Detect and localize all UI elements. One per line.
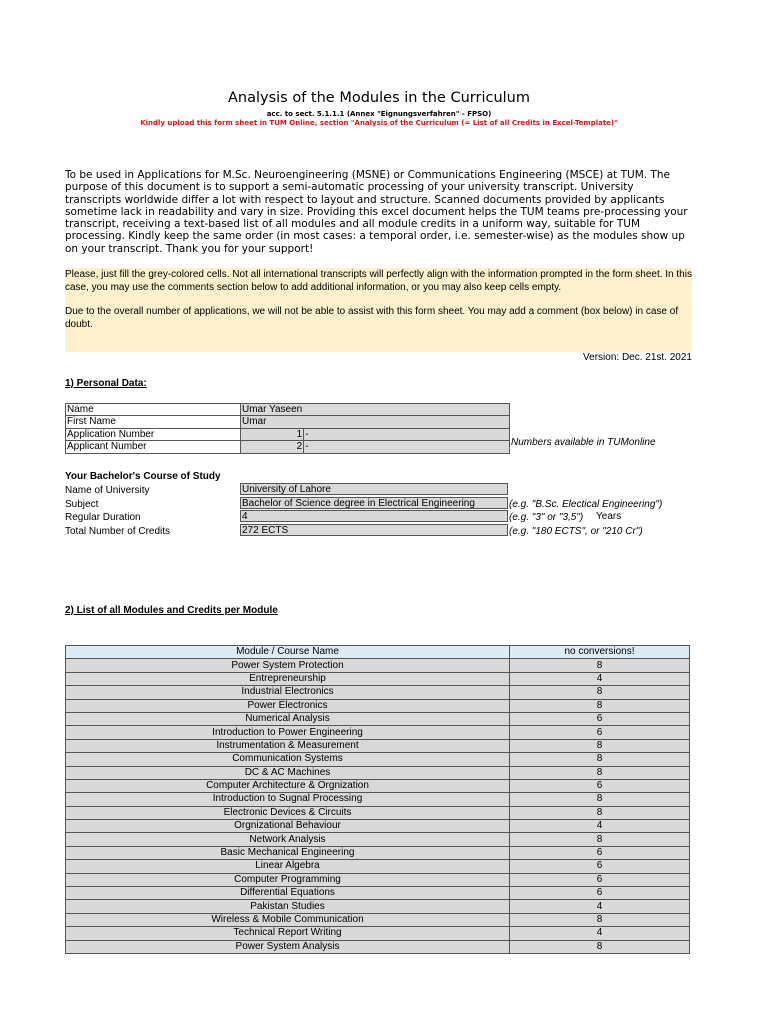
module-name-cell[interactable]: Communication Systems	[66, 753, 510, 766]
module-credits-cell[interactable]: 6	[510, 887, 690, 900]
module-credits-cell[interactable]: 4	[510, 900, 690, 913]
module-name-cell[interactable]: Computer Programming	[66, 873, 510, 886]
table-row	[66, 404, 510, 416]
module-credits-cell[interactable]: 6	[510, 860, 690, 873]
modules-table	[65, 645, 690, 954]
first-name-field[interactable]: Umar	[241, 416, 510, 428]
upload-instruction: Kindly upload this form sheet in TUM Online, section "Analysis of the Curriculum (= List of all Credits in Excel-Template)"	[140, 119, 618, 127]
table-row	[66, 873, 690, 886]
table-row	[66, 900, 690, 913]
first-name-label: First Name	[66, 416, 241, 428]
module-name-header: Module / Course Name	[66, 646, 510, 659]
module-credits-cell[interactable]: 8	[510, 739, 690, 752]
table-row	[66, 820, 690, 833]
table-row	[66, 659, 690, 672]
duration-unit: Years	[596, 511, 622, 522]
table-row	[66, 416, 510, 428]
module-name-cell[interactable]: DC & AC Machines	[66, 766, 510, 779]
table-row	[66, 846, 690, 859]
subject-field[interactable]: Bachelor of Science degree in Electrical Engineering	[240, 497, 508, 509]
table-row	[66, 753, 690, 766]
module-credits-cell[interactable]: 6	[510, 712, 690, 725]
version-label: Version: Dec. 21st. 2021	[583, 352, 692, 363]
name-label: Name	[66, 404, 241, 416]
module-name-cell[interactable]: Numerical Analysis	[66, 712, 510, 725]
modules-heading: 2) List of all Modules and Credits per Module	[65, 605, 278, 616]
table-row	[66, 860, 690, 873]
table-row	[66, 672, 690, 685]
module-credits-cell[interactable]: 6	[510, 846, 690, 859]
bachelor-row	[65, 511, 705, 524]
bachelor-heading: Your Bachelor's Course of Study	[65, 471, 221, 482]
table-row	[66, 913, 690, 926]
table-row	[66, 806, 690, 819]
module-credits-cell[interactable]: 6	[510, 726, 690, 739]
module-name-cell[interactable]: Power Electronics	[66, 699, 510, 712]
module-credits-cell[interactable]: 4	[510, 820, 690, 833]
table-row	[66, 739, 690, 752]
personal-data-heading: 1) Personal Data:	[65, 378, 147, 389]
module-name-cell[interactable]: Introduction to Sugnal Processing	[66, 793, 510, 806]
modules-table-body	[66, 659, 690, 954]
module-credits-cell[interactable]: 4	[510, 927, 690, 940]
applicant-number-label: Applicant Number	[66, 441, 241, 453]
bachelor-row	[65, 484, 705, 497]
intro-text	[65, 169, 693, 255]
module-name-cell[interactable]: Technical Report Writing	[66, 927, 510, 940]
module-name-cell[interactable]: Wireless & Mobile Communication	[66, 913, 510, 926]
subject-hint: (e.g. "B.Sc. Electical Engineering")	[509, 498, 663, 510]
table-row	[66, 686, 690, 699]
module-name-cell[interactable]: Power System Protection	[66, 659, 510, 672]
bachelor-row	[65, 525, 705, 538]
module-credits-cell[interactable]: 8	[510, 753, 690, 766]
module-name-cell[interactable]: Basic Mechanical Engineering	[66, 846, 510, 859]
credits-header: no conversions!	[510, 646, 690, 659]
application-number-label: Application Number	[66, 428, 241, 440]
module-credits-cell[interactable]: 8	[510, 806, 690, 819]
table-row	[66, 940, 690, 953]
table-row	[66, 779, 690, 792]
name-field[interactable]: Umar Yaseen	[241, 404, 510, 416]
module-credits-cell[interactable]: 8	[510, 766, 690, 779]
table-row	[66, 766, 690, 779]
page-title: Analysis of the Modules in the Curriculum	[228, 90, 530, 106]
page-subtitle: acc. to sect. 5.1.1.1 (Annex "Eignungsverfahren" - FPSO)	[266, 110, 492, 118]
module-credits-cell[interactable]: 8	[510, 940, 690, 953]
application-number-field[interactable]: 1	[241, 428, 304, 440]
intro-paragraph: To be used in Applications for M.Sc. Neuroengineering (MSNE) or Communications Engineering (MSCE) at TUM. The purpose of this document is to support a semi-automatic processing of your university transcript. University transcripts worldwide differ a lot with respect to layout and structure. Scanned documents provided by applicants sometime lack in readability and vary in size. Providing this excel document helps the TUM teams pre-processing your transcript, receiving a text-based list of all modules and all module credits in a uniform way, suitable for TUM processing. Kindly keep the same order (in most cases: a temporal order, i.e. semester-wise) as the modules show up on your transcript. Thank you for your support!	[65, 169, 688, 255]
module-name-cell[interactable]: Computer Architecture & Orgnization	[66, 779, 510, 792]
module-credits-cell[interactable]: 8	[510, 686, 690, 699]
module-credits-cell[interactable]: 8	[510, 833, 690, 846]
table-row	[66, 833, 690, 846]
numbers-note: Numbers available in TUMonline	[511, 437, 656, 448]
table-row	[66, 712, 690, 725]
personal-data-table	[65, 403, 510, 454]
module-name-cell[interactable]: Linear Algebra	[66, 860, 510, 873]
bachelor-row	[65, 498, 705, 511]
duration-label: Regular Duration	[65, 512, 141, 523]
module-name-cell[interactable]: Power System Analysis	[66, 940, 510, 953]
module-credits-cell[interactable]: 8	[510, 793, 690, 806]
duration-hint: (e.g. "3" or "3,5")	[509, 512, 584, 523]
module-name-cell[interactable]: Introduction to Power Engineering	[66, 726, 510, 739]
university-field[interactable]: University of Lahore	[240, 483, 508, 495]
university-label: Name of University	[65, 485, 150, 496]
module-name-cell[interactable]: Entrepreneurship	[66, 672, 510, 685]
module-credits-cell[interactable]: 4	[510, 672, 690, 685]
table-row	[66, 887, 690, 900]
module-credits-cell[interactable]: 6	[510, 779, 690, 792]
table-row	[66, 699, 690, 712]
module-name-cell[interactable]: Electronic Devices & Circuits	[66, 806, 510, 819]
module-credits-cell[interactable]: 6	[510, 873, 690, 886]
table-row	[66, 726, 690, 739]
table-row	[66, 793, 690, 806]
module-name-cell[interactable]: Network Analysis	[66, 833, 510, 846]
applicant-number-field[interactable]: 2	[241, 441, 304, 453]
module-credits-cell[interactable]: 8	[510, 699, 690, 712]
credits-field[interactable]: 272 ECTS	[240, 524, 508, 536]
instructions-paragraph-2: Due to the overall number of applications, we will not be able to assist with this form sheet. You may add a comment (box below) in case of doubt.	[65, 306, 679, 330]
table-header-row	[66, 646, 690, 659]
credits-label: Total Number of Credits	[65, 525, 171, 537]
table-row	[66, 927, 690, 940]
duration-value: 4	[242, 511, 248, 522]
module-name-cell[interactable]: Industrial Electronics	[66, 686, 510, 699]
credits-hint: (e.g. "180 ECTS", or "210 Cr")	[509, 525, 643, 537]
module-name-cell[interactable]: Pakistan Studies	[66, 900, 510, 913]
instructions-paragraph-1: Please, just fill the grey-colored cells. Not all international transcripts will perfectly align with the information prompted in the form sheet. In this case, you may use the comments section below to add additional information, or you may also keep cells empty.	[65, 269, 692, 293]
table-row	[66, 428, 510, 440]
table-row	[66, 441, 510, 453]
module-credits-cell[interactable]: 8	[510, 659, 690, 672]
module-credits-cell[interactable]: 8	[510, 913, 690, 926]
module-name-cell[interactable]: Differential Equations	[66, 887, 510, 900]
instructions-box	[65, 268, 692, 352]
subject-label: Subject	[65, 498, 99, 510]
module-name-cell[interactable]: Instrumentation & Measurement	[66, 739, 510, 752]
application-number-suffix-field[interactable]: -	[304, 428, 510, 440]
applicant-number-suffix-field[interactable]: -	[304, 441, 510, 453]
module-name-cell[interactable]: Orgnizational Behaviour	[66, 820, 510, 833]
